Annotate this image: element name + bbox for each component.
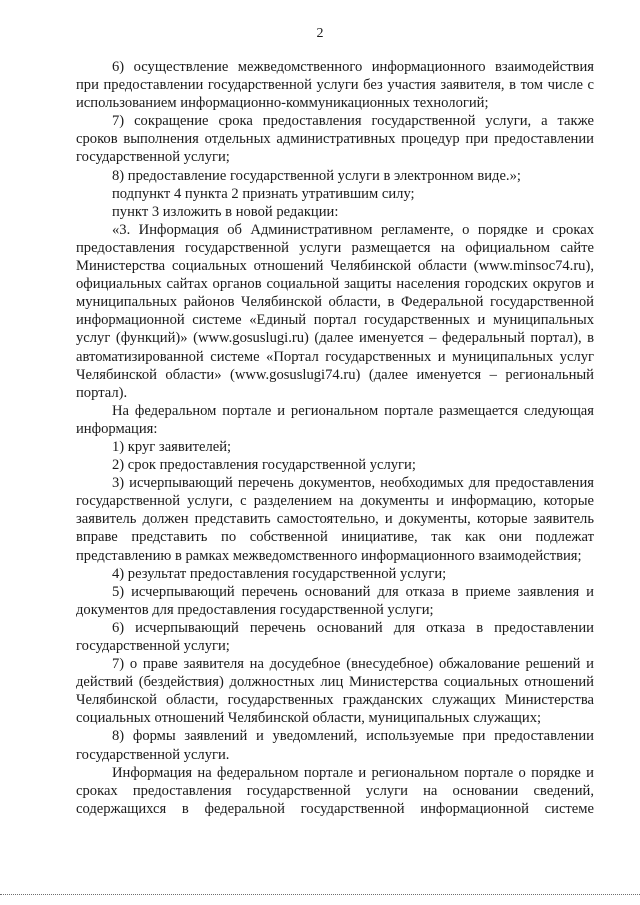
paragraph-item-8: 8) предоставление государственной услуги в электронном виде.»; [112,167,521,184]
paragraph-portal-info-order: Информация на федеральном портале и региональном портале о порядке и сроках предоставления государственной услуги на основании сведений, содержащихся в федеральной государственной информационной системе [76,764,594,817]
paragraph-item-7: 7) сокращение срока предоставления государственной услуги, а также сроков выполнения отдельных административных процедур при предоставлении государственной услуги; [76,113,594,166]
paragraph-portal-info-intro: На федеральном портале и региональном портале размещается следующая информация: [76,402,594,437]
list-item-7: 7) о праве заявителя на досудебное (внесудебное) обжалование решений и действий (бездействия) должностных лиц Министерства социальных отношений Челябинской области, государственных гражданских служащих Министерства социальных отношений Челябинской области, муниципальных служащих; [76,656,594,727]
paragraph-point-3-text: «3. Информация об Административном регламенте, о порядке и сроках предоставления государственной услуги размещается на официальном сайте Министерства социальных отношений Челябинской области (www.minsoc74.ru), официальных сайтах органов социальной защиты населения городских округов и муниципальных районов Челябинской области, в Федеральной государственной информационной системе «Единый портал государственных и муниципальных услуг (функций)» (www.gosuslugi.ru) (далее именуется – федеральный портал), в автоматизированной системе «Портал государственных и муниципальных услуг Челябинской области» (www.gosuslugi74.ru) (далее именуется – региональный портал). [76,221,594,401]
document-body [76,58,594,818]
list-item-8: 8) формы заявлений и уведомлений, используемые при предоставлении государственной услуги. [76,728,594,763]
paragraph-point-3-intro: пункт 3 изложить в новой редакции: [112,203,339,220]
page-bottom-rule [0,894,640,895]
paragraph-item-6: 6) осуществление межведомственного информационного взаимодействия при предоставлении государственной услуги без участия заявителя, в том числе с использованием информационно-коммуникационных технологий; [76,59,594,112]
page-number: 2 [316,26,324,41]
list-item-3: 3) исчерпывающий перечень документов, необходимых для предоставления государственной услуги, с разделением на документы и информацию, которые заявитель должен представить самостоятельно, и документы, которые заявитель вправе представить по собственной инициативе, так как они подлежат представлению в рамках межведомственного информационного взаимодействия; [76,475,594,564]
list-item-1: 1) круг заявителей; [112,438,232,455]
list-item-4: 4) результат предоставления государственной услуги; [112,565,447,582]
list-item-6: 6) исчерпывающий перечень оснований для отказа в предоставлении государственной услуги; [76,619,594,654]
list-item-2: 2) срок предоставления государственной услуги; [112,457,416,474]
paragraph-subpoint-4: подпункт 4 пункта 2 признать утратившим силу; [112,185,415,202]
list-item-5: 5) исчерпывающий перечень оснований для отказа в приеме заявления и документов для предоставления государственной услуги; [76,583,594,618]
